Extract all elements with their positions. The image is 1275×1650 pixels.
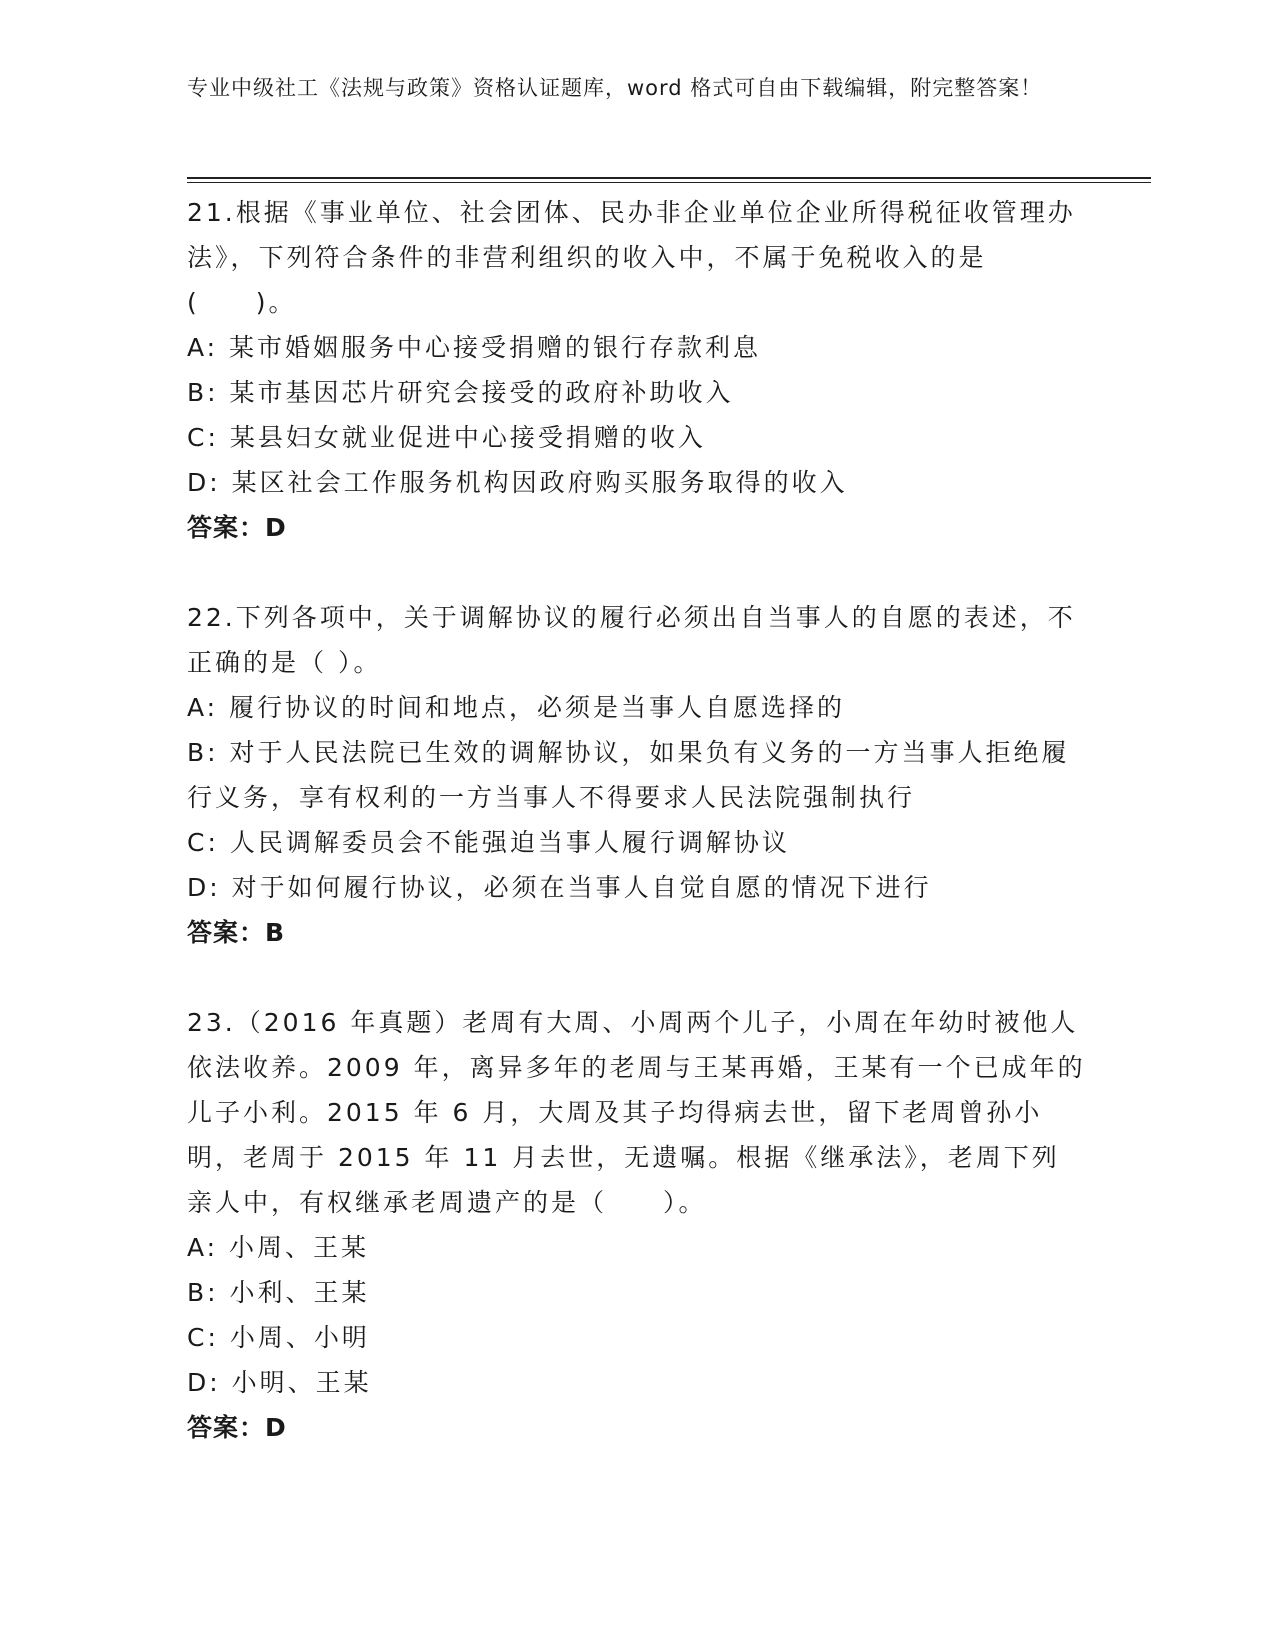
header-divider-thick bbox=[187, 177, 1151, 179]
option-a: A: 小周、王某 bbox=[187, 1233, 370, 1262]
answer-label: 答案：D bbox=[187, 1413, 287, 1442]
answer-label: 答案：B bbox=[187, 918, 286, 947]
option-c: C: 某县妇女就业促进中心接受捐赠的收入 bbox=[187, 423, 706, 452]
option-d: D: 某区社会工作服务机构因政府购买服务取得的收入 bbox=[187, 468, 848, 497]
option-b: B: 小利、王某 bbox=[187, 1278, 370, 1307]
question-gap bbox=[187, 550, 1087, 595]
question-stem: 21.根据《事业单位、社会团体、民办非企业单位企业所得税征收管理办法》，下列符合条件的非营利组织的收入中，不属于免税收入的是( )。 bbox=[187, 198, 1076, 317]
document-header: 专业中级社工《法规与政策》资格认证题库，word 格式可自由下载编辑，附完整答案！ bbox=[187, 76, 1043, 100]
option-b: B: 对于人民法院已生效的调解协议，如果负有义务的一方当事人拒绝履行义务，享有权利的一方当事人不得要求人民法院强制执行 bbox=[187, 738, 1070, 812]
question-23 bbox=[187, 1000, 1087, 1450]
option-a: A: 某市婚姻服务中心接受捐赠的银行存款利息 bbox=[187, 333, 762, 362]
answer-label: 答案：D bbox=[187, 513, 287, 542]
option-c: C: 人民调解委员会不能强迫当事人履行调解协议 bbox=[187, 828, 790, 857]
question-stem: 22.下列各项中，关于调解协议的履行必须出自当事人的自愿的表述，不正确的是（ ）。 bbox=[187, 603, 1076, 677]
question-stem: 23.（2016 年真题）老周有大周、小周两个儿子，小周在年幼时被他人依法收养。2009 年，离异多年的老周与王某再婚，王某有一个已成年的儿子小利。2015 年 6 月，大周及其子均得病去世，留下老周曾孙小明，老周于 2015 年 11 月去世，无遗嘱。根据《继承法》，老周下列亲人中，有权继承老周遗产的是（ ）。 bbox=[187, 1008, 1086, 1217]
header-divider-thin bbox=[187, 182, 1151, 183]
option-d: D: 对于如何履行协议，必须在当事人自觉自愿的情况下进行 bbox=[187, 873, 932, 902]
option-a: A: 履行协议的时间和地点，必须是当事人自愿选择的 bbox=[187, 693, 846, 722]
question-22 bbox=[187, 595, 1087, 955]
option-b: B: 某市基因芯片研究会接受的政府补助收入 bbox=[187, 378, 734, 407]
question-gap bbox=[187, 955, 1087, 1000]
question-21 bbox=[187, 190, 1087, 550]
option-c: C: 小周、小明 bbox=[187, 1323, 370, 1352]
question-list bbox=[187, 190, 1087, 1450]
option-d: D: 小明、王某 bbox=[187, 1368, 372, 1397]
